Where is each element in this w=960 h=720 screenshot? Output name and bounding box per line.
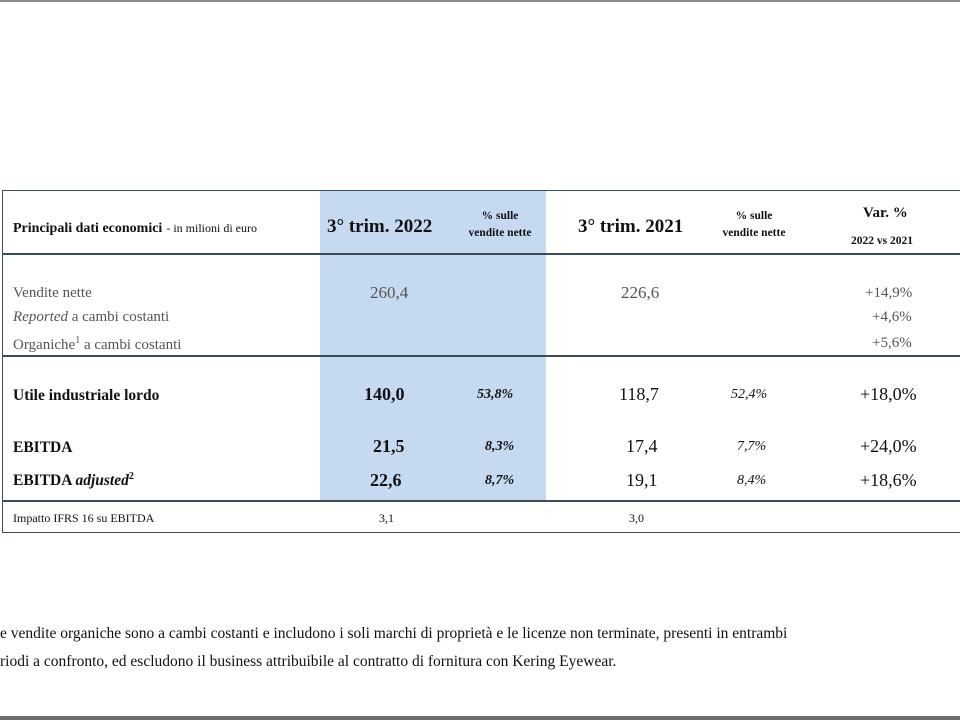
header-var: Var. % [863, 205, 908, 221]
row-utile-var: +18,0% [860, 384, 917, 404]
vendite-divider [3, 355, 960, 357]
footnote-line1: e vendite organiche sono a cambi costanti e includono i soli marchi di proprietà e le licenze non terminate, presenti in entrambi [0, 625, 788, 642]
row-reported-label-rest: a cambi costanti [71, 309, 170, 325]
table-title [13, 219, 257, 237]
ebitda-divider [3, 500, 960, 502]
row-vendite-label: Vendite nette [13, 285, 92, 301]
footnote-ref-1: 1 [75, 335, 81, 346]
row-organiche-label-main: Organiche [13, 337, 76, 353]
row-ebitda-adj-q2022: 22,6 [370, 470, 402, 490]
row-utile-label: Utile industriale lordo [13, 387, 160, 404]
header-pct-2022 [460, 208, 540, 242]
header-pct-2021-line2: vendite nette [722, 227, 786, 239]
row-reported-var: +4,6% [872, 309, 912, 325]
header-q3-2021: 3° trim. 2021 [578, 216, 684, 237]
header-pct-2022-line1: % sulle [481, 210, 519, 222]
row-ebitda-var: +24,0% [860, 436, 917, 456]
row-utile-pct2022: 53,8% [477, 387, 514, 402]
footnote-line2: riodi a confronto, ed escludono il business attribuibile al contratto di fornitura con Kering Eyewear. [0, 653, 617, 670]
row-utile-pct2021: 52,4% [731, 387, 768, 402]
top-frame-line [0, 0, 960, 2]
row-ebitda-adj-label [13, 471, 134, 490]
header-q3-2022: 3° trim. 2022 [327, 216, 433, 237]
header-pct-2021-line1: % sulle [735, 210, 773, 222]
row-utile-q2022: 140,0 [364, 384, 405, 404]
row-ebitda-q2022: 21,5 [373, 436, 405, 456]
footnote-ref-2: 2 [128, 471, 134, 482]
row-ebitda-adj-q2021: 19,1 [626, 470, 658, 490]
row-vendite-q2022: 260,4 [370, 283, 409, 302]
row-organiche-var: +5,6% [872, 335, 912, 351]
row-ebitda-adj-pct2021: 8,4% [737, 473, 767, 488]
row-ebitda-adj-var: +18,6% [860, 470, 917, 490]
row-ebitda-pct2022: 8,3% [485, 439, 515, 454]
table-title-suffix: - in milioni di euro [166, 221, 257, 235]
row-ebitda-adj-pct2022: 8,7% [485, 473, 515, 488]
row-utile-q2021: 118,7 [619, 384, 659, 404]
table-title-main: Principali dati economici [13, 221, 163, 236]
row-ifrs-label: Impatto IFRS 16 su EBITDA [13, 511, 155, 525]
financial-table [2, 190, 960, 533]
row-ebitda-adj-label-main: EBITDA [13, 472, 72, 490]
header-pct-2021 [711, 208, 797, 242]
footnote [0, 620, 787, 676]
row-ebitda-pct2021: 7,7% [737, 439, 767, 454]
row-reported-label [13, 309, 169, 326]
row-ifrs-q2022: 3,1 [379, 511, 394, 525]
row-ebitda-label: EBITDA [13, 439, 73, 456]
row-ebitda-q2021: 17,4 [626, 436, 658, 456]
header-pct-2022-line2: vendite nette [468, 227, 532, 239]
row-reported-label-italic: Reported [13, 309, 68, 325]
row-organiche-label-rest: a cambi costanti [83, 337, 182, 353]
row-ifrs-q2021: 3,0 [629, 511, 644, 525]
row-organiche-label [13, 335, 181, 354]
row-vendite-var: +14,9% [865, 285, 913, 301]
bottom-frame-line [0, 716, 960, 720]
row-ebitda-adj-label-italic: adjusted [75, 472, 129, 490]
header-var-sub: 2022 vs 2021 [851, 235, 913, 247]
row-vendite-q2021: 226,6 [621, 283, 660, 302]
header-divider [3, 253, 960, 255]
